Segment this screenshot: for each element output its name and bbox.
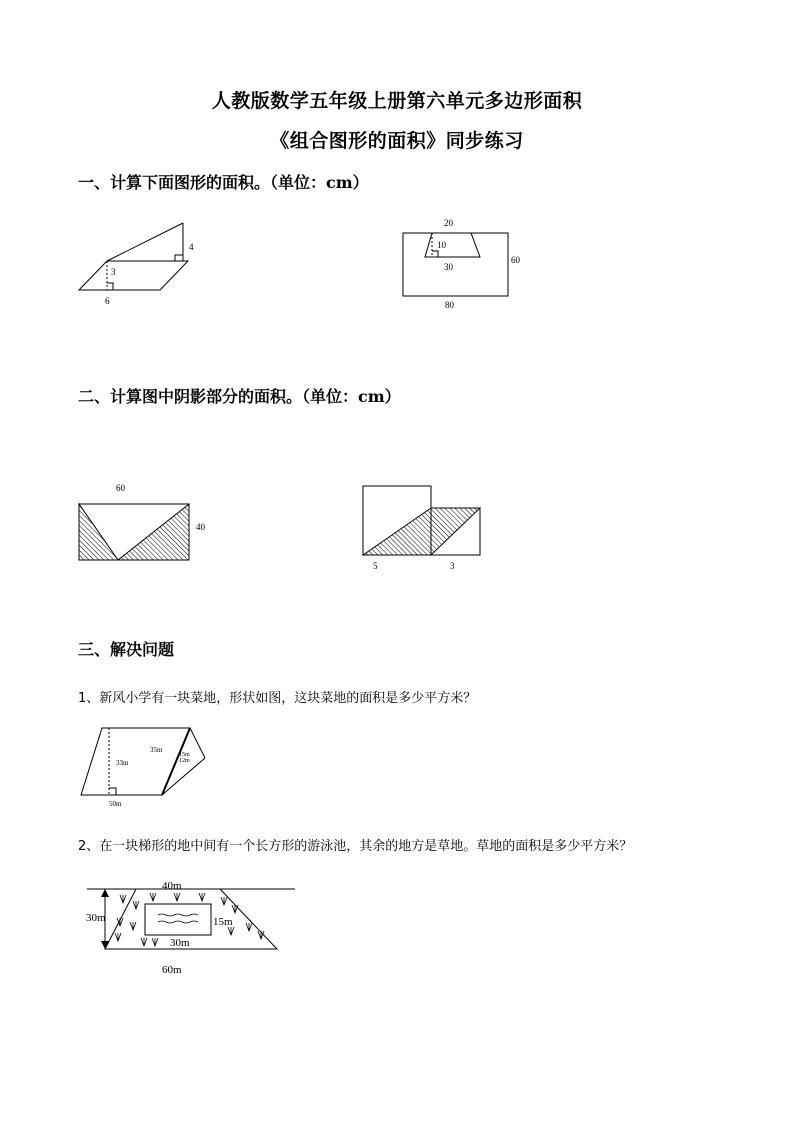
question-1-text: 1、新风小学有一块菜地，形状如图，这块菜地的面积是多少平方米？ <box>78 691 477 706</box>
q2-label-30m-height: 30m <box>86 912 106 924</box>
fig2-label-10: 10 <box>437 240 446 250</box>
fig1-label-6: 6 <box>105 296 110 306</box>
s2-fig1-label-60: 60 <box>116 483 125 493</box>
section3-heading: 三、解决问题 <box>78 640 175 659</box>
fig2-label-80: 80 <box>445 300 454 310</box>
q2-label-60m: 60m <box>162 964 182 976</box>
section2-figure1 <box>78 480 228 565</box>
s2-fig2-label-3: 3 <box>450 561 455 571</box>
q1-label-15m: 15m <box>179 752 190 758</box>
page-subtitle: 《组合图形的面积》同步练习 <box>270 130 524 152</box>
fig2-label-30: 30 <box>444 262 453 272</box>
section1-heading: 一、计算下面图形的面积。（单位：cm） <box>78 173 369 192</box>
q1-label-12m: 12m <box>179 758 190 764</box>
q1-figure <box>80 725 230 810</box>
q2-label-30m-width: 30m <box>170 937 190 949</box>
section1-figure2 <box>400 215 530 315</box>
fig2-label-60: 60 <box>511 255 520 265</box>
s2-fig2-label-5: 5 <box>373 561 378 571</box>
q2-figure <box>86 875 296 985</box>
section2-heading: 二、计算图中阴影部分的面积。（单位：cm） <box>78 387 401 406</box>
section2-figure2 <box>362 485 502 580</box>
q2-label-40m: 40m <box>162 880 182 892</box>
page-title: 人教版数学五年级上册第六单元多边形面积 <box>211 90 583 112</box>
section1-figure1 <box>78 220 208 310</box>
q1-label-35m: 35m <box>150 746 163 754</box>
fig2-label-20: 20 <box>444 218 453 228</box>
s2-fig1-label-40: 40 <box>196 522 205 532</box>
fig1-label-3: 3 <box>111 267 116 277</box>
q2-label-15m: 15m <box>213 916 233 928</box>
fig1-label-4: 4 <box>189 242 194 252</box>
q1-label-50m: 50m <box>109 800 122 808</box>
question-2-text: 2、在一块梯形的地中间有一个长方形的游泳池，其余的地方是草地。草地的面积是多少平方米？ <box>78 839 633 854</box>
q1-label-33m: 33m <box>116 759 129 767</box>
